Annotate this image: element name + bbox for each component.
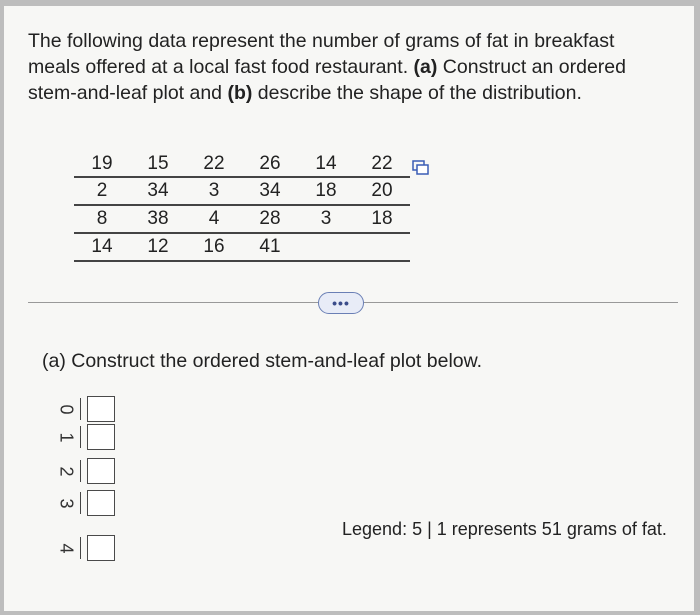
table-cell: 22 [186,152,242,177]
question-panel [4,6,694,611]
table-cell: 14 [74,233,130,261]
table-cell: 38 [130,205,186,233]
table-cell: 19 [74,152,130,177]
table-cell: 34 [130,177,186,205]
table-cell: 16 [186,233,242,261]
leaf-input-1[interactable] [87,424,115,450]
table-cell: 15 [130,152,186,177]
leaf-input-3[interactable] [87,490,115,516]
part-a-prompt: (a) Construct the ordered stem-and-leaf plot below. [42,350,483,372]
data-table [74,152,410,262]
table-cell: 14 [298,152,354,177]
stem-row [58,489,115,517]
table-cell [354,233,410,261]
table-cell: 18 [354,205,410,233]
table-row [74,233,410,261]
stem-row [58,395,115,423]
stem-label: 1 [56,431,77,442]
table-row [74,205,410,233]
table-cell [298,233,354,261]
stem-row [58,423,115,451]
stem-divider [80,398,81,420]
stem-row [58,534,115,562]
table-cell: 22 [354,152,410,177]
copy-data-icon[interactable] [412,160,430,176]
question-text: The following data represent the number of grams of fat in breakfast meals offered at a local fast food restaurant. (a) Construct an ordered stem-and-leaf plot and (b) describe the shape of the distribution. [28,30,626,104]
leaf-input-0[interactable] [87,396,115,422]
stem-label: 2 [56,465,77,476]
legend-text: Legend: 5 | 1 represents 51 grams of fat. [342,519,667,539]
table-cell: 12 [130,233,186,261]
table-cell: 4 [186,205,242,233]
stem-row [58,457,115,485]
table-cell: 18 [298,177,354,205]
stem-label: 4 [56,542,77,553]
stem-label: 0 [56,403,77,414]
table-cell: 8 [74,205,130,233]
stem-divider [80,426,81,448]
leaf-input-2[interactable] [87,458,115,484]
stem-divider [80,492,81,514]
table-cell: 2 [74,177,130,205]
table-cell: 28 [242,205,298,233]
expand-more-button[interactable]: ••• [318,292,364,314]
table-row [74,177,410,205]
stem-divider [80,460,81,482]
table-cell: 41 [242,233,298,261]
table-row [74,152,410,177]
table-cell: 34 [242,177,298,205]
table-cell: 20 [354,177,410,205]
leaf-input-4[interactable] [87,535,115,561]
table-cell: 3 [298,205,354,233]
table-cell: 3 [186,177,242,205]
table-cell: 26 [242,152,298,177]
stem-divider [80,537,81,559]
stem-label: 3 [56,497,77,508]
